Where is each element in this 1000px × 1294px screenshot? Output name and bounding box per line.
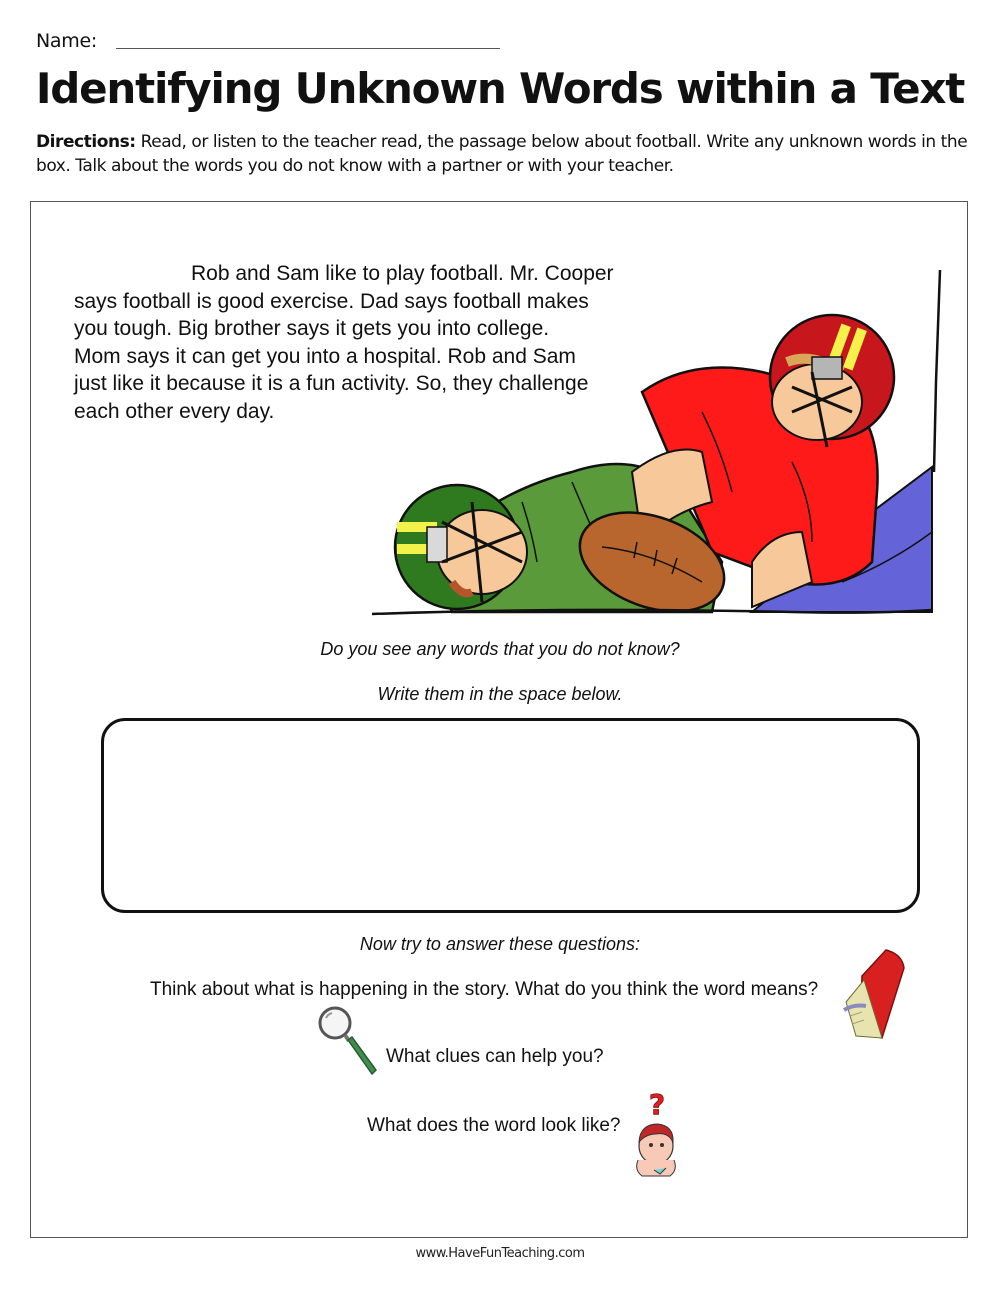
name-field-line[interactable] xyxy=(116,48,500,49)
passage-line: you tough. Big brother says it gets you into college. xyxy=(74,317,550,340)
write-below-prompt: Write them in the space below. xyxy=(377,684,623,704)
answer-intro: Now try to answer these questions: xyxy=(359,934,641,954)
svg-text:?: ? xyxy=(648,1090,666,1121)
book-icon xyxy=(842,946,906,1044)
passage-line: each other every day. xyxy=(74,399,275,423)
passage-line: just like it because it is a fun activity. So, they challenge xyxy=(74,372,589,395)
passage-line: Rob and Sam like to play football. Mr. Cooper xyxy=(191,262,614,285)
question-looks-like: What does the word look like? xyxy=(367,1115,621,1136)
magnifying-glass-icon xyxy=(316,1004,378,1078)
worksheet-title: Identifying Unknown Words within a Text xyxy=(35,64,965,113)
question-meaning: Think about what is happening in the story. What do you think the word means? xyxy=(150,979,819,1000)
unknown-words-answer-box[interactable] xyxy=(101,718,920,913)
thinking-person-icon xyxy=(632,1090,682,1180)
directions-text: Read, or listen to the teacher read, the passage below about football. Write any unknown words in the box. Talk about the words you do not know with a partner or with your teacher. xyxy=(36,132,968,176)
passage-line: says football is good exercise. Dad says football makes xyxy=(74,289,589,313)
directions xyxy=(36,130,971,178)
name-label: Name: xyxy=(36,30,97,52)
footer-url[interactable]: www.HaveFunTeaching.com xyxy=(415,1246,585,1261)
unknown-words-prompt: Do you see any words that you do not know? xyxy=(320,639,680,659)
question-clues: What clues can help you? xyxy=(386,1046,604,1067)
directions-label: Directions: xyxy=(36,132,136,152)
football-tackle-illustration xyxy=(372,262,952,622)
passage-line: Mom says it can get you into a hospital. Rob and Sam xyxy=(74,344,576,368)
